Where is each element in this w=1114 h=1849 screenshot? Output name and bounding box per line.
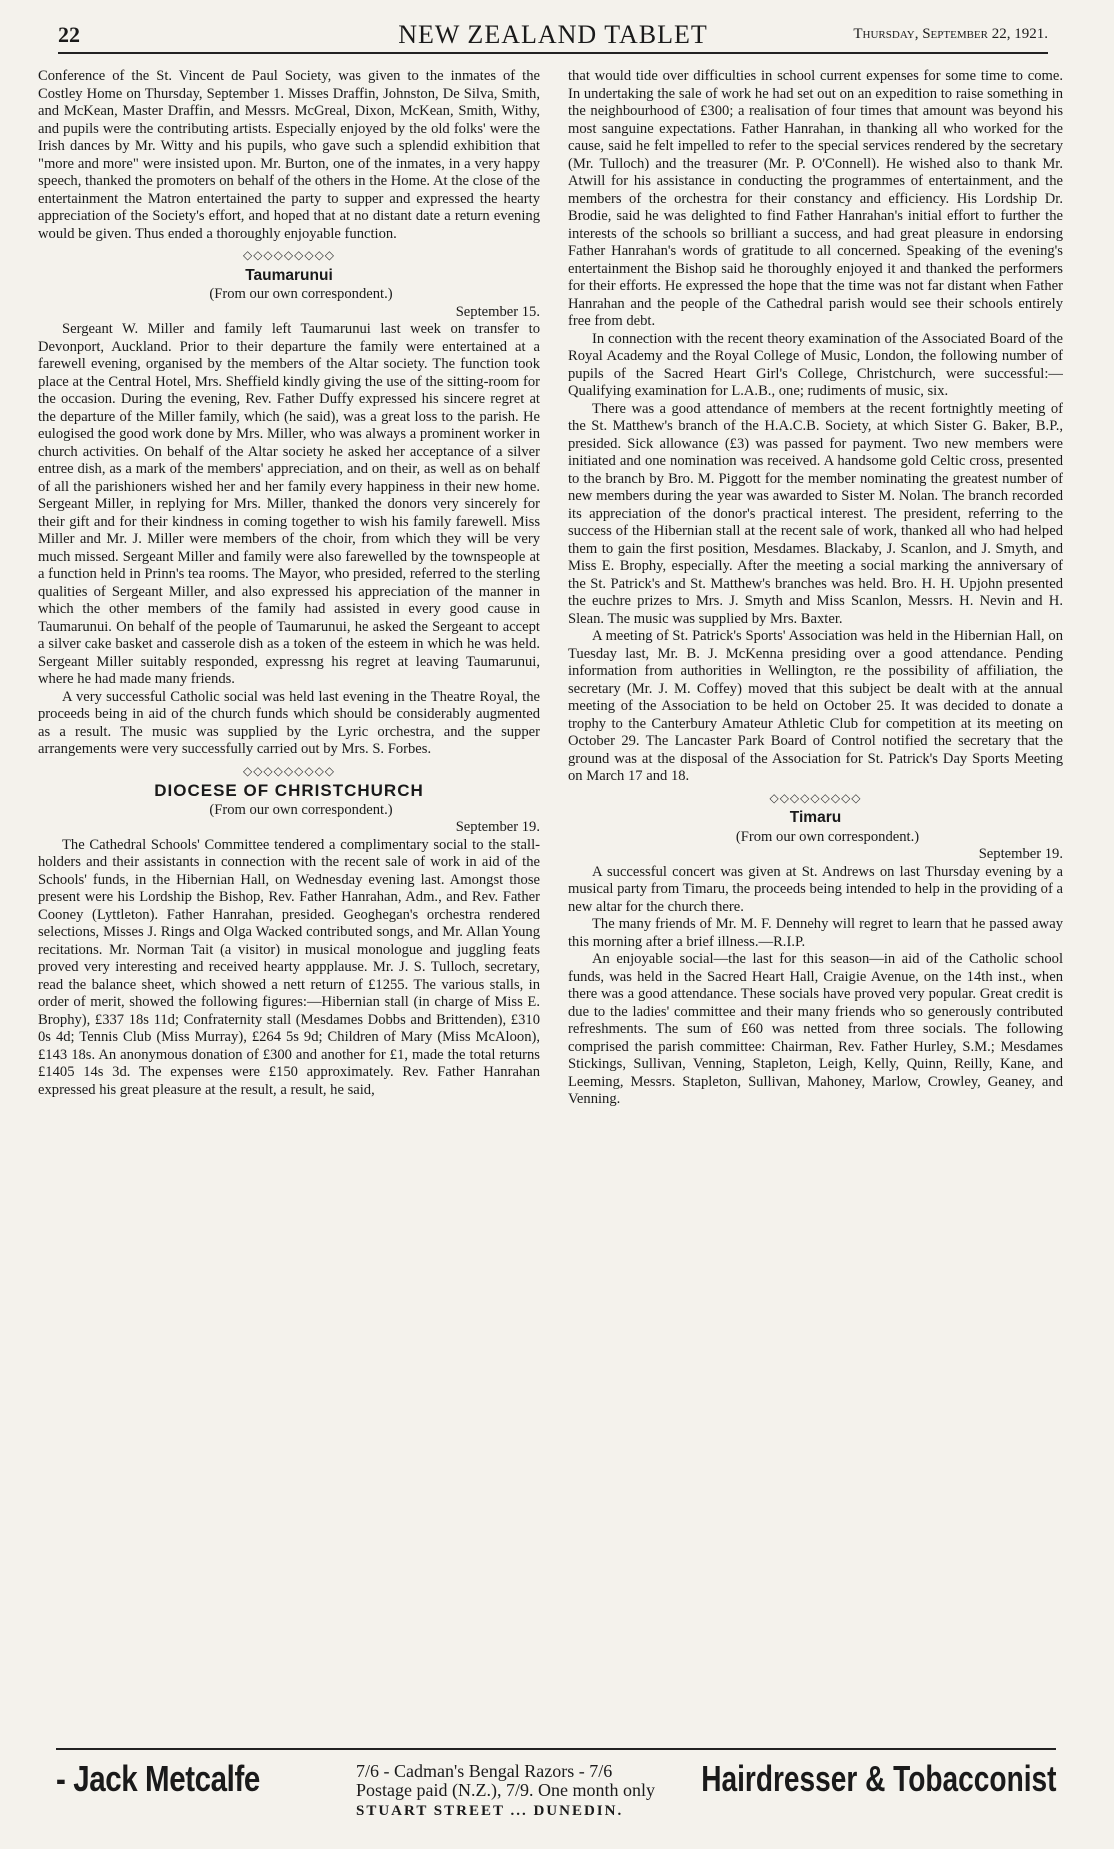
article-paragraph: Sergeant W. Miller and family left Taumarunui last week on transfer to Devonport, Auckland. Prior to their departure the family were entertained at a farewell evening, organised by the members of the Altar society. The function took place at the Central Hotel, Mrs. Sheffield kindly giving the use of the sitting-room for the occasion. During the evening, Rev. Father Duffy expressed his sincere regret at the departure of the Miller family, which (he said), was a great loss to the parish. He eulogised the good work done by Mrs. Miller, who was always a prominent worker in church activities. On behalf of the Altar society he asked her acceptance of a silver entree dish, as a mark of the members' appreciation, and on their, as well as on behalf of all the parishioners wished her and her family every happiness in their new home. Sergeant Miller, in replying for Mrs. Miller, thanked the donors very sincerely for their gift and for their kindness in coming together to wish his family farewell. Miss Miller and Mr. J. Miller were members of the choir, from which they will be very much missed. Sergeant Miller and family were also farewelled by the townspeople at a function held in Prinn's tea rooms. The Mayor, who presided, referred to the sterling qualities of Sergeant Miller, and also expressed his appreciation of the manner in which the other members of the family had assisted in every good cause in Taumarunui. On behalf of the people of Taumarunui, he asked the Sergeant to accept a silver cake basket and casserole dish as a token of the esteem in which he was held. Sergeant Miller suitably responded, expressng his regret at leaving Taumarunui, where he had made many friends. <box>38 321 540 687</box>
section-divider: ◇◇◇◇◇◇◇◇◇ <box>769 790 862 805</box>
ad-details <box>356 1762 756 1821</box>
left-column <box>38 68 540 1718</box>
correspondent-line: (From our own correspondent.) <box>209 286 393 302</box>
article-paragraph: A meeting of St. Patrick's Sports' Association was held in the Hibernian Hall, on Tuesday last, Mr. B. J. McKenna presiding over a good attendance. Pending information from authorities in Wellington, re the possibility of affiliation, the secretary (Mr. J. M. Coffey) moved that this subject be dealt with at the annual meeting of the Association to be held on October 25. It was decided to donate a trophy to the Canterbury Amateur Athletic Club for competition at its meeting on October 29. The Lancaster Park Board of Control notified the secretary that the ground was at the disposal of the Association for St. Patrick's Day Sports Meeting on March 17 and 18. <box>568 628 1063 784</box>
advertiser-trade: Hairdresser & Tobacconist <box>700 1758 1056 1799</box>
article-paragraph: Conference of the St. Vincent de Paul Society, was given to the inmates of the Costley Home on Thursday, September 1. Misses Draffin, Johnston, De Silva, Smith, and McKean, Master Draffin, and Messrs. McGreal, Dixon, McKean, Smith, Withy, and pupils were the contributing artists. Especially enjoyed by the old folks' were the Irish dances by Mr. Witty and his pupils, who gave such a splendid exhibition that "more and more" were insisted upon. Mr. Burton, one of the inmates, in a very happy speech, thanked the promoters on behalf of the others in the Home. At the close of the entertainment the Matron entertained the party to supper and expressed the hearty appreciation of the Society's effort, and hoped that at no distant date a return evening would be given. Thus ended a thoroughly enjoyable function. <box>38 68 540 242</box>
dateline: September 15. <box>455 303 540 320</box>
correspondent-line: (From our own correspondent.) <box>209 801 393 818</box>
article-paragraph: There was a good attendance of members at the recent fortnightly meeting of the St. Matthew's branch of the H.A.C.B. Society, at which Sister G. Baker, B.P., presided. Sick allowance (£3) was passed for payment. Two new members were initiated and one nomination was received. A handsome gold Celtic cross, presented to the branch by Bro. M. Piggott for the member nominating the greatest number of new members during the year was awarded to Sister M. Nolan. The branch recorded its appreciation of the donor's practical interest. The president, referring to the success of the Hibernian stall at the recent sale of work, thanked all who had helped them to gain the first position, Mesdames. Blackaby, J. Scanlon, and J. Smyth, and Miss E. Brophy, especially. After the meeting a social marking the anniversary of the St. Patrick's and St. Matthew's branches was held. Bro. H. H. Upjohn presented the euchre prizes to Mrs. J. Smyth and Miss Scanlon, Messrs. H. Nevin and H. Slean. The music was supplied by Mrs. Baxter. <box>568 400 1063 627</box>
masthead-title: NEW ZEALAND TABLET <box>398 20 708 49</box>
article-paragraph: In connection with the recent theory examination of the Associated Board of the Royal Academy and the Royal College of Music, London, the following number of pupils of the Sacred Heart Girl's College, Christchurch, were successful:—Qualifying examination for L.A.B., one; rudiments of music, six. <box>568 330 1063 399</box>
dateline: September 19. <box>455 819 540 835</box>
section-divider: ◇◇◇◇◇◇◇◇◇ <box>242 763 336 778</box>
correspondent-line: (From our own correspondent.) <box>735 828 920 845</box>
article-paragraph: A very successful Catholic social was held last evening in the Theatre Royal, the proceeds being in aid of the church funds which should be considerably augmented as a result. The music was supplied by the Lyric orchestra, and the supper arrangements were very successfully carried out by Mrs. S. Forbes. <box>38 688 540 757</box>
page-header <box>58 18 1048 54</box>
right-column <box>568 68 1063 1718</box>
article-paragraph: A successful concert was given at St. Andrews on last Thursday evening by a musical party from Timaru, the proceeds being intended to help in the providing of a new altar for the church there. <box>568 863 1063 915</box>
article-paragraph: The Cathedral Schools' Committee tendered a complimentary social to the stall-holders and their assistants in connection with the recent sale of work in aid of the Schools' funds, in the Hibernian Hall, on Wednesday evening last. Amongst those present were his Lordship the Bishop, Rev. Father Hanrahan, Adm., and Rev. Father Cooney (Lyttleton). Father Hanrahan, presided. Geoghegan's orchestra rendered selections, Misses J. Rings and Olga Wacked contributed songs, and Mr. Allan Young recitations. Mr. Norman Tait (a visitor) in musical monologue and juggling feats proved very interesting and received hearty appplause. Mr. J. S. Tulloch, secretary, read the balance sheet, which showed a nett return of £1255. The various stalls, in order of merit, showed the following figures:—Hibernian stall (in charge of Miss E. Brophy), £337 18s 11d; Confraternity stall (Mesdames Dobbs and Brittenden), £310 0s 4d; Tennis Club (Miss Murray), £264 5s 9d; Children of Mary (Miss McAloon), £143 18s. An anonymous donation of £300 and another for £1, made the total returns £1405 14s 3d. The expenses were £150 approximately. Rev. Father Hanrahan expressed his great pleasure at the result, a result, he said, <box>38 836 540 1098</box>
section-divider: ◇◇◇◇◇◇◇◇◇ <box>242 248 336 262</box>
section-heading: DIOCESE OF CHRISTCHURCH <box>154 781 424 800</box>
issue-date: Thursday, September 22, 1921. <box>853 26 1048 42</box>
section-heading: Taumarunui <box>245 266 333 284</box>
ad-offer-line: 7/6 - Cadman's Bengal Razors - 7/6 <box>356 1761 613 1781</box>
page-number: 22 <box>58 22 80 47</box>
ad-postage-line: Postage paid (N.Z.), 7/9. One month only <box>356 1780 655 1800</box>
section-heading: Timaru <box>789 809 842 826</box>
article-paragraph: An enjoyable social—the last for this season—in aid of the Catholic school funds, was held in the Sacred Heart Hall, Craigie Avenue, on the 14th inst., when there was a good attendance. These socials have proved very popular. Great credit is due to the ladies' committee and their many friends who so generously contributed refreshments. The sum of £60 was netted from three socials. The following comprised the parish committee: Chairman, Rev. Father Hurley, S.M.; Mesdames Stickings, Sullivan, Venning, Stapleton, Leigh, Kelly, Quinn, Reilly, Kane, and Leeming, Messrs. Stapleton, Sullivan, Mahoney, Marlow, Crowley, Geaney, and Venning. <box>568 951 1063 1107</box>
article-paragraph: that would tide over difficulties in school current expenses for some time to come. In undertaking the sale of work he had set out on an expedition to raise something in the neighbourhood of £300; a realisation of four times that amount was beyond his most sanguine expectations. Father Hanrahan, in thanking all who worked for the cause, said he felt impelled to refer to the special services rendered by the secretary (Mr. Tulloch) and the treasurer (Mr. P. O'Connell). He wished also to thank Mr. Atwill for his assistance in conducting the programmes of entertainment, and the members of the orchestra for their constancy and efficiency. His Lordship Dr. Brodie, said he was delighted to find Father Hanrahan's initial effort to further the interests of the schools so brilliant a success, and had great pleasure in endorsing Father Hanrahan's words of gratitude to all concerned. Speaking of the evening's entertainment the Bishop said he thoroughly enjoyed it and thanked the performers for their efforts. He expressed the hope that the time was not far distant when Father Hanrahan and the people of the Cathedral parish would see their schools entirely free from debt. <box>568 68 1063 329</box>
advertisement <box>56 1748 1056 1842</box>
article-paragraph: The many friends of Mr. M. F. Dennehy will regret to learn that he passed away this morning after a brief illness.—R.I.P. <box>568 916 1063 950</box>
advertiser-name: - Jack Metcalfe <box>56 1758 260 1799</box>
dateline: September 19. <box>978 846 1063 862</box>
ad-address-line: STUART STREET ... DUNEDIN. <box>356 1803 624 1819</box>
